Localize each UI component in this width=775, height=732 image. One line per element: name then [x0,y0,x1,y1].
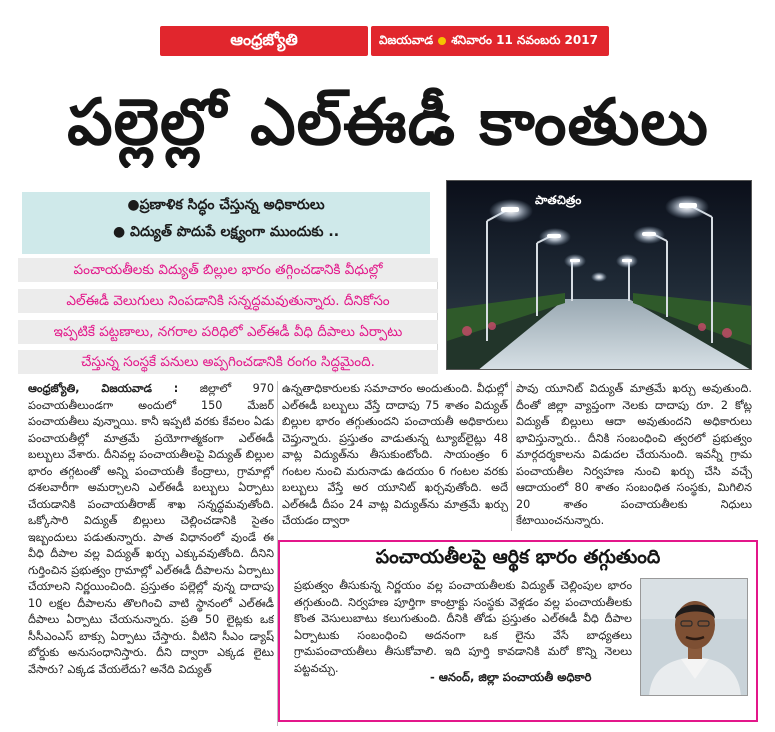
byline: ఆంధ్రజ్యోతి, విజయవాడ : [28,382,179,395]
subheadline-box [22,192,430,254]
photo-caption: పాతచిత్రం [535,193,582,207]
article-column-1 [28,381,274,731]
subheadline-bullet: ●ప్రణాళిక సిద్ధం చేస్తున్న అధికారులు [127,197,325,213]
quote-signature: - ఆనంద్, జిల్లా పంచాయతీ అధికారి [430,670,592,684]
lead-line: చేస్తున్న సంస్థకే పనులు అప్పగించడానికి రంగం సిద్ధమైంది. [18,350,438,374]
dateline [371,26,609,56]
masthead [160,26,609,56]
article-text: పావు యూనిట్ విద్యుత్ మాత్రమే ఖర్చు అవుతుంది. దీంతో జిల్లా వ్యాప్తంగా నెలకు దాదాపు రూ. 2 కోట్ల విద్యుత్ బిల్లులు ఆదా అవుతుందని అధికారులు భావిస్తున్నారు.. దీనికి సంబంధించి త్వరలో ప్రభుత్వం మార్గదర్శకాలను విడుదల చేయనుంది. ఇవన్నీ గ్రామ పంచాయతీల నిర్వహణ నుంచి ఖర్చు చేసి వచ్చే ఆదాయంలో 80 శాతం సంబంధిత సంస్థకు, మిగిలిన 20 శాతం పంచాయతీలకు నిధులు కేటాయించనున్నారు. [516,382,752,527]
article-column-2 [282,381,508,531]
bullet-dot-icon [438,37,446,45]
article-text: ఉన్నతాధికారులకు సమాచారం అందుతుంది. వీధుల్లో ఎల్‌ఈడీ బల్బులు వేస్తే దాదాపు 75 శాతం విద్యుత్ బిల్లుల భారం తగ్గుతుందని పంచాయతీ అధికారులు చెప్తున్నారు. ప్రస్తుతం వాడుతున్న ట్యూబ్‌లైట్లు 48 వాట్ల విద్యుత్‌ను తీసుకుంటోంది. సాయంత్రం 6 గంటల నుంచి మరునాడు ఉదయం 6 గంటల వరకు బల్బులు వేస్తే అర యూనిట్ ఖర్చవుతోంది. అదే ఎల్‌ఈడీ దీపం 24 వాట్ల విద్యుత్‌ను మాత్రమే ఖర్చు చేయడం ద్వారా [282,382,508,527]
street-lights-photo [446,180,752,370]
headline: పల్లెల్లో ఎల్‌ఈడీ కాంతులు [67,86,709,160]
subheadline-bullet: ● విద్యుత్ పొదుపే లక్ష్యంగా ముందుకు .. [112,224,340,240]
dateline-date: శనివారం 11 నవంబరు 2017 [451,32,598,47]
article-column-3 [516,381,752,531]
lead-line: ఇప్పటికే పట్టణాలు, నగరాల పరిధిలో ఎల్‌ఈడీ వీధి దీపాలు ఏర్పాటు [18,320,438,344]
lead-line: ఎల్‌ఈడీ వెలుగులు నింపడానికి సన్నద్ధమవుతున్నారు. దీనికోసం [18,289,438,313]
lead-line: పంచాయతీలకు విద్యుత్ బిల్లుల భారం తగ్గించడానికి వీధుల్లో [18,258,438,282]
column-divider [511,381,512,531]
lead-paragraph [18,258,438,374]
quote-box-title: పంచాయతీలపై ఆర్థిక భారం తగ్గుతుంది [375,546,661,568]
article-text: జిల్లాలో 970 పంచాయతీలుండగా అందులో 150 మేజర్ పంచాయతీలు వున్నాయి. కానీ ఇప్పటి వరకు కేవలం ఏడు పంచాయతీల్లో మాత్రమే ప్రయోగాత్మకంగా ఎల్‌ఈడీ బల్బులు వేశారు. దీనివల్ల పంచాయతీలపై విద్యుత్ బిల్లుల భారం తగ్గటంతో అన్ని పంచాయతీ కేంద్రాలు, గ్రామాల్లో దశలవారీగా అమర్చాలని ఎల్‌ఈడీ బల్బులు ఏర్పాటు చేయడానికి పంచాయతీరాజ్ శాఖ సన్నద్ధమవుతోంది. ఒక్కోసారి విద్యుత్ బిల్లులు చెల్లించడానికి సైతం ఇబ్బందులు పడుతున్నారు. పాత విధానంలో వుండే ఈ వీధి దీపాల వల్ల విద్యుత్ ఖర్చు ఎక్కువవుతోంది. దీనిని గుర్తించిన ప్రభుత్వం గ్రామాల్లో ఎల్‌ఈడీ దీపాలను ఏర్పాటు చేయాలని నిర్ణయించింది. ప్రస్తుతం పల్లెల్లో వున్న దాదాపు 10 లక్షల దీపాలను తొలగించి వాటి స్థానంలో ఎల్‌ఈడీ దీపాలు ఏర్పాటు చేయనున్నారు. ప్రతి 50 లైట్లకు ఒక సీసీఎంఎస్ బాక్సు ఏర్పాటు చేస్తారు. వీటిని సీఎం డ్యాష్ బోర్డుకు అనుసంధానిస్తారు. దీని ద్వారా ఎక్కడ లైటు వేసారు? ఎక్కడ వేయలేదు? అనేది విద్యుత్ [28,382,274,676]
dateline-city: విజయవాడ [379,32,434,47]
street-lights-image [447,181,752,370]
quote-box-text: ప్రభుత్వం తీసుకున్న నిర్ణయం వల్ల పంచాయతీలకు విద్యుత్ చెల్లింపుల భారం తగ్గుతుంది. నిర్వహణ పూర్తిగా కాంట్రాక్టు సంస్థకు వెళ్లడం వల్ల పంచాయతీలకు కొంత వెసులుబాటు కలుగుతుంది. దీనికి తోడు ప్రస్తుతం ఎల్‌ఈడీ వీధి దీపాల ఏర్పాటుకు సంబంధించి అదనంగా ఒక లైను వేసే బాధ్యతలు గ్రామపంచాయతీలు తీసుకోవాలి. ఇది పూర్తి కావడానికి మరో కొన్ని నెలలు పట్టవచ్చు. [294,579,632,675]
portrait-image [641,579,748,696]
newspaper-logo: ఆంధ్రజ్యోతి [160,26,368,56]
official-portrait [640,578,748,696]
